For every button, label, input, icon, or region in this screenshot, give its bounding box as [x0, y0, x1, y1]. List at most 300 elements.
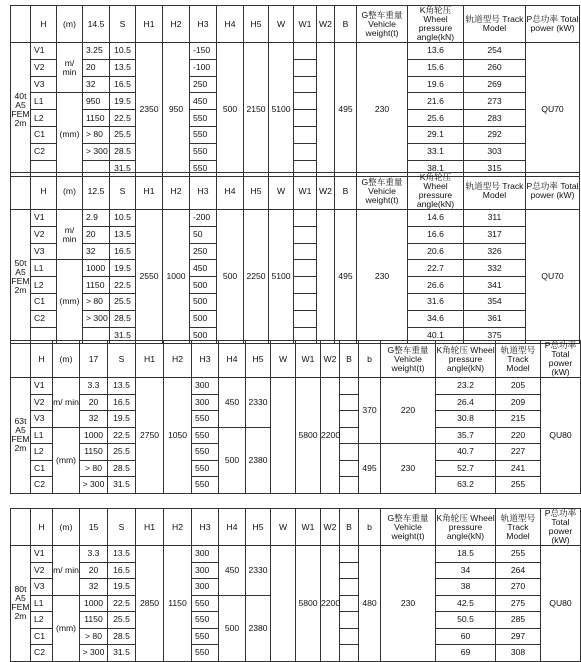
- col-header: b: [359, 509, 381, 546]
- col-header: H3: [190, 173, 217, 210]
- w-value: 5100: [269, 210, 294, 344]
- b-small-value: 230: [357, 210, 408, 344]
- model-label: 63t A5 FEM 2m: [11, 378, 31, 494]
- h4-value: 500: [219, 427, 246, 493]
- row-name: V2: [31, 226, 57, 243]
- col-header: W: [269, 6, 294, 43]
- wheel-pressure: 215: [496, 411, 541, 428]
- table-row: [11, 277, 580, 294]
- h5-value: 2380: [246, 595, 271, 661]
- s-value: 25.5: [108, 444, 136, 461]
- wheel-pressure: 317: [464, 226, 526, 243]
- h3-value: 550: [192, 477, 219, 494]
- row-name: C2: [31, 310, 57, 327]
- vehicle-weight: 30.8: [436, 411, 496, 428]
- header-row: [11, 341, 581, 378]
- h3-value: 500: [190, 310, 217, 327]
- row-name: L1: [31, 260, 57, 277]
- col-header: 12.5: [83, 173, 110, 210]
- h3-value: 550: [192, 411, 219, 428]
- span-unit: (mm): [57, 260, 83, 344]
- s-value: 28.5: [110, 310, 136, 327]
- row-name: C1: [31, 127, 57, 144]
- wheel-pressure: 315: [464, 160, 526, 177]
- h3-value: 550: [190, 160, 217, 177]
- span-value: > 80: [80, 628, 108, 645]
- w-value: 5800: [296, 546, 321, 662]
- s-value: 31.5: [108, 645, 136, 662]
- col-header: H4: [219, 509, 246, 546]
- row-name: V2: [31, 59, 57, 76]
- col-header: 轨道型号 Track Model: [496, 509, 541, 546]
- table-row: [11, 226, 580, 243]
- row-name: V3: [31, 243, 57, 260]
- h4-value: 450: [219, 378, 246, 428]
- h3-value: 500: [190, 294, 217, 311]
- s-value: 25.5: [110, 127, 136, 144]
- vehicle-weight: 52.7: [436, 460, 496, 477]
- span-value: 3.3: [80, 546, 108, 563]
- row-name: V1: [31, 43, 57, 60]
- h3-value: 300: [192, 394, 219, 411]
- col-header: H5: [246, 341, 271, 378]
- vehicle-weight: 19.6: [408, 76, 464, 93]
- row-name: C2: [31, 143, 57, 160]
- row-name: C2: [31, 645, 53, 662]
- col-header: W2: [321, 509, 340, 546]
- col-header: H2: [164, 509, 192, 546]
- w2-cell: [340, 460, 359, 477]
- h3-value: -100: [190, 59, 217, 76]
- s-value: 13.5: [110, 59, 136, 76]
- w1-cell: [294, 260, 317, 277]
- col-header: K角轮压 Wheel pressure angle(kN): [408, 173, 464, 210]
- s-value: 13.5: [108, 546, 136, 563]
- h3-value: 550: [192, 628, 219, 645]
- col-header: H5: [244, 173, 269, 210]
- vehicle-weight: 16.6: [408, 226, 464, 243]
- s-value: 19.5: [110, 260, 136, 277]
- w2-cell: [340, 628, 359, 645]
- table-row: [11, 260, 580, 277]
- s-value: 16.5: [110, 76, 136, 93]
- span-value: 950: [83, 93, 110, 110]
- row-name: L1: [31, 93, 57, 110]
- h3-value: 550: [190, 127, 217, 144]
- vehicle-weight: 42.5: [436, 595, 496, 612]
- span-value: 2.9: [83, 210, 110, 227]
- col-header: H4: [217, 6, 244, 43]
- h3-value: 300: [192, 562, 219, 579]
- h5-value: 2150: [244, 43, 269, 177]
- speed-unit: m/ min: [53, 546, 80, 596]
- h4-value: 450: [219, 546, 246, 596]
- col-header: W1: [296, 509, 321, 546]
- h3-value: 500: [190, 277, 217, 294]
- col-header: 15: [80, 509, 108, 546]
- h3-value: -150: [190, 43, 217, 60]
- s-value: 25.5: [108, 612, 136, 629]
- h3-value: 300: [192, 546, 219, 563]
- col-header: H3: [192, 509, 219, 546]
- h1-value: 2850: [136, 546, 164, 662]
- row-name: C1: [31, 294, 57, 311]
- wheel-pressure: 255: [496, 477, 541, 494]
- row-name: V1: [31, 546, 53, 563]
- table-row: [11, 243, 580, 260]
- w1-cell: [294, 143, 317, 160]
- wheel-pressure: 227: [496, 444, 541, 461]
- h3-value: 550: [192, 427, 219, 444]
- span-unit: (mm): [53, 595, 80, 661]
- col-header: W2: [321, 341, 340, 378]
- w1-cell: [294, 310, 317, 327]
- s-value: 22.5: [110, 110, 136, 127]
- wheel-pressure: 264: [496, 562, 541, 579]
- vehicle-weight: 26.4: [436, 394, 496, 411]
- wheel-pressure: 270: [496, 579, 541, 596]
- b-value: 495: [359, 444, 381, 494]
- col-header: (m): [57, 173, 83, 210]
- w2-cell: [317, 43, 335, 177]
- row-name: V3: [31, 579, 53, 596]
- h1-value: 2750: [136, 378, 164, 494]
- col-header: H2: [163, 173, 190, 210]
- s-value: 22.5: [110, 277, 136, 294]
- model-label-cell: [11, 341, 31, 378]
- col-header: G整车重量 Vehicle weight(t): [357, 6, 408, 43]
- h4-value: 500: [217, 43, 244, 177]
- w-value: 5100: [269, 43, 294, 177]
- col-header: W1: [294, 173, 317, 210]
- span-value: 1150: [83, 110, 110, 127]
- vehicle-weight: 31.6: [408, 294, 464, 311]
- wheel-pressure: 275: [496, 595, 541, 612]
- vehicle-weight: 38.1: [408, 160, 464, 177]
- col-header: H4: [217, 173, 244, 210]
- wheel-pressure: 292: [464, 127, 526, 144]
- wheel-pressure: 361: [464, 310, 526, 327]
- wheel-pressure: 269: [464, 76, 526, 93]
- spec-table-80t: [10, 508, 581, 662]
- span-value: 3.25: [83, 43, 110, 60]
- s-value: 31.5: [110, 327, 136, 344]
- col-header: 14.5: [83, 6, 110, 43]
- h2-value: 1150: [164, 546, 192, 662]
- row-name: L2: [31, 110, 57, 127]
- span-value: > 300: [80, 645, 108, 662]
- table-row: [11, 546, 581, 563]
- row-name: V2: [31, 394, 53, 411]
- header-row: [11, 173, 580, 210]
- wheel-pressure: 341: [464, 277, 526, 294]
- speed-unit: m/ min: [57, 43, 83, 93]
- col-header: W: [271, 509, 296, 546]
- h3-value: -200: [190, 210, 217, 227]
- vehicle-weight: 40.1: [408, 327, 464, 344]
- col-header: H: [31, 341, 53, 378]
- wheel-pressure: 375: [464, 327, 526, 344]
- w1-cell: [294, 294, 317, 311]
- vehicle-weight: 26.6: [408, 277, 464, 294]
- h3-value: 250: [190, 243, 217, 260]
- row-name: L1: [31, 427, 53, 444]
- span-value: 32: [80, 579, 108, 596]
- s-value: 16.5: [108, 394, 136, 411]
- vehicle-weight: 20.6: [408, 243, 464, 260]
- col-header: G整车重量 Vehicle weight(t): [357, 173, 408, 210]
- s-value: 19.5: [110, 93, 136, 110]
- w1-value: 2200: [321, 378, 340, 494]
- w2-cell: [317, 210, 335, 344]
- wheel-pressure: 273: [464, 93, 526, 110]
- s-value: 19.5: [108, 411, 136, 428]
- span-value: 32: [83, 76, 110, 93]
- h3-value: 550: [192, 444, 219, 461]
- vehicle-weight: 18.5: [436, 546, 496, 563]
- vehicle-weight: 63.2: [436, 477, 496, 494]
- span-value: > 300: [83, 143, 110, 160]
- row-name: L2: [31, 612, 53, 629]
- table-row: [11, 76, 580, 93]
- b-small-value: 230: [357, 43, 408, 177]
- s-value: 28.5: [108, 460, 136, 477]
- vehicle-weight: 40.7: [436, 444, 496, 461]
- s-value: 13.5: [110, 226, 136, 243]
- span-value: 32: [80, 411, 108, 428]
- h3-value: 50: [190, 226, 217, 243]
- col-header: W: [269, 173, 294, 210]
- row-name: L2: [31, 277, 57, 294]
- vehicle-weight: 35.7: [436, 427, 496, 444]
- b-value: 480: [359, 546, 381, 662]
- h3-value: 250: [190, 76, 217, 93]
- w2-cell: [340, 546, 359, 563]
- s-value: 19.5: [108, 579, 136, 596]
- span-value: 1150: [83, 277, 110, 294]
- col-header: W1: [296, 341, 321, 378]
- row-name: C2: [31, 477, 53, 494]
- span-value: > 80: [83, 294, 110, 311]
- col-header: P总功率 Total power (kW): [541, 509, 581, 546]
- col-header: P总功率 Total power (kW): [541, 341, 581, 378]
- span-value: > 80: [80, 460, 108, 477]
- w1-cell: [294, 110, 317, 127]
- w1-cell: [294, 76, 317, 93]
- table-row: [11, 210, 580, 227]
- vehicle-weight: 38: [436, 579, 496, 596]
- w-spacer: [271, 546, 296, 662]
- wheel-pressure: 311: [464, 210, 526, 227]
- span-value: 20: [80, 562, 108, 579]
- col-header: 轨道型号 Track Model: [464, 173, 526, 210]
- w1-cell: [294, 226, 317, 243]
- col-header: 轨道型号 Track Model: [496, 341, 541, 378]
- row-name: V3: [31, 411, 53, 428]
- wheel-pressure: 303: [464, 143, 526, 160]
- row-name: V1: [31, 210, 57, 227]
- h3-value: 300: [192, 579, 219, 596]
- col-header: B: [335, 173, 357, 210]
- w-spacer: [271, 378, 296, 494]
- s-value: 25.5: [110, 294, 136, 311]
- table-row: [11, 43, 580, 60]
- w2-cell: [340, 427, 359, 444]
- b-small-value: 220: [381, 378, 436, 444]
- s-value: 28.5: [110, 143, 136, 160]
- wheel-pressure: 354: [464, 294, 526, 311]
- col-header: 17: [80, 341, 108, 378]
- w2-cell: [340, 477, 359, 494]
- s-value: 16.5: [108, 562, 136, 579]
- row-name: C1: [31, 460, 53, 477]
- vehicle-weight: 15.6: [408, 59, 464, 76]
- table-row: [11, 378, 581, 395]
- col-header: K角轮压 Wheel pressure angle(kN): [408, 6, 464, 43]
- span-value: > 300: [80, 477, 108, 494]
- vehicle-weight: 33.1: [408, 143, 464, 160]
- span-unit: (mm): [53, 427, 80, 493]
- col-header: S: [110, 173, 136, 210]
- col-header: H5: [244, 6, 269, 43]
- vehicle-weight: 34.6: [408, 310, 464, 327]
- table-row: [11, 310, 580, 327]
- row-name: V1: [31, 378, 53, 395]
- spec-table-63t: [10, 340, 581, 494]
- vehicle-weight: 25.6: [408, 110, 464, 127]
- table-row: [11, 294, 580, 311]
- track-model: QU80: [541, 546, 581, 662]
- h2-value: 1050: [164, 378, 192, 494]
- col-header: H1: [136, 173, 163, 210]
- h4-value: 500: [217, 210, 244, 344]
- span-value: 1000: [80, 427, 108, 444]
- h5-value: 2250: [244, 210, 269, 344]
- w2-cell: [340, 595, 359, 612]
- col-header: (m): [53, 341, 80, 378]
- col-header: P总功率 Total power (kW): [526, 173, 580, 210]
- span-value: 32: [83, 243, 110, 260]
- col-header: H: [31, 509, 53, 546]
- wheel-pressure: 297: [496, 628, 541, 645]
- model-label: 40t A5 FEM 2m: [11, 43, 31, 177]
- col-header: (m): [57, 6, 83, 43]
- table-row: [11, 59, 580, 76]
- header-row: [11, 509, 581, 546]
- col-header: (m): [53, 509, 80, 546]
- w2-cell: [340, 394, 359, 411]
- s-value: 31.5: [108, 477, 136, 494]
- vehicle-weight: 34: [436, 562, 496, 579]
- wheel-pressure: 209: [496, 394, 541, 411]
- vehicle-weight: 69: [436, 645, 496, 662]
- h3-value: 550: [190, 110, 217, 127]
- wheel-pressure: 283: [464, 110, 526, 127]
- wheel-pressure: 308: [496, 645, 541, 662]
- s-value: 13.5: [108, 378, 136, 395]
- s-value: 28.5: [108, 628, 136, 645]
- vehicle-weight: 50.5: [436, 612, 496, 629]
- s-value: 10.5: [110, 210, 136, 227]
- b-value: 495: [335, 210, 357, 344]
- w1-value: 2200: [321, 546, 340, 662]
- col-header: H1: [136, 6, 163, 43]
- col-header: H2: [163, 6, 190, 43]
- vehicle-weight: 14.6: [408, 210, 464, 227]
- w2-cell: [340, 579, 359, 596]
- span-value: 20: [80, 394, 108, 411]
- b-small-value: 230: [381, 444, 436, 494]
- h5-value: 2380: [246, 427, 271, 493]
- col-header: K角轮压 Wheel pressure angle(kN): [436, 509, 496, 546]
- h2-value: 1000: [163, 210, 190, 344]
- w2-cell: [340, 645, 359, 662]
- table-row: [11, 127, 580, 144]
- span-value: 1000: [80, 595, 108, 612]
- s-value: 22.5: [108, 595, 136, 612]
- col-header: H1: [136, 509, 164, 546]
- model-label-cell: [11, 173, 31, 210]
- w1-cell: [294, 127, 317, 144]
- row-name: L1: [31, 595, 53, 612]
- s-value: 22.5: [108, 427, 136, 444]
- spec-table-50t: [10, 172, 580, 344]
- speed-unit: m/ min: [57, 210, 83, 260]
- wheel-pressure: 205: [496, 378, 541, 395]
- row-name: V2: [31, 562, 53, 579]
- s-value: 10.5: [110, 43, 136, 60]
- vehicle-weight: 60: [436, 628, 496, 645]
- w1-cell: [294, 59, 317, 76]
- w2-cell: [340, 378, 359, 395]
- spec-table-40t: [10, 5, 580, 177]
- col-header: H: [31, 6, 57, 43]
- col-header: W: [271, 341, 296, 378]
- span-value: > 80: [83, 127, 110, 144]
- wheel-pressure: 326: [464, 243, 526, 260]
- wheel-pressure: 260: [464, 59, 526, 76]
- col-header: H1: [136, 341, 164, 378]
- row-name: C1: [31, 628, 53, 645]
- wheel-pressure: 285: [496, 612, 541, 629]
- w2-cell: [340, 562, 359, 579]
- span-value: 20: [83, 59, 110, 76]
- col-header: H3: [192, 341, 219, 378]
- w1-cell: [294, 210, 317, 227]
- h3-value: 500: [190, 327, 217, 344]
- col-header: B: [335, 6, 357, 43]
- col-header: S: [108, 341, 136, 378]
- span-value: 3.3: [80, 378, 108, 395]
- h5-value: 2330: [246, 378, 271, 428]
- w1-cell: [294, 243, 317, 260]
- col-header: B: [340, 341, 359, 378]
- col-header: H3: [190, 6, 217, 43]
- b-value: 495: [335, 43, 357, 177]
- span-unit: (mm): [57, 93, 83, 177]
- span-value: > 300: [83, 310, 110, 327]
- track-model: QU70: [526, 43, 580, 177]
- wheel-pressure: 255: [496, 546, 541, 563]
- b-small-value: 230: [381, 546, 436, 662]
- w1-cell: [294, 277, 317, 294]
- h1-value: 2550: [136, 210, 163, 344]
- w2-cell: [340, 444, 359, 461]
- col-header: B: [340, 509, 359, 546]
- speed-unit: m/ min: [53, 378, 80, 428]
- w-value: 5800: [296, 378, 321, 494]
- w2-cell: [340, 411, 359, 428]
